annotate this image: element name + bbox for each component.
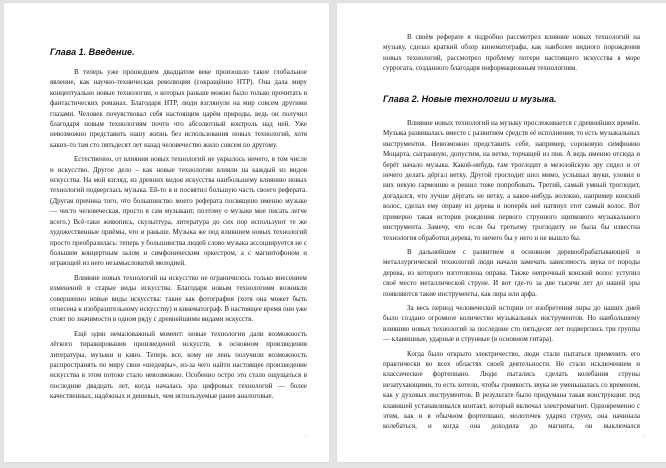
chapter-2-heading: Глава 2. Новые технологии и музыка. — [383, 93, 557, 104]
document-page-2 — [337, 3, 666, 462]
paragraph: Влияние новых технологий на искусство не ограничилось только внесением изменений в старые виды искусства. Благодаря новым технологиям возникли совершенно новые виды искусства: такие как фотография (хотя она может быть отнесена к изобразительному искусству) и кинематограф. В настоящее время они уже стоят по значимости в одном ряду с древнейшими видами искусств. — [50, 273, 307, 324]
paragraph: Влияние новых технологий на музыку прослеживается с древнейших времён. Музыка развивалась вместе с развитием средств её исполнения, то есть музыкальных инструментов. Невозможно представить себе, например, сороковую симфонию Моцарта, сыгранную, допустим, на ветке, торчащей из пня. А ведь именно отсюда и берёт начало музыка. Какой-нибудь там троглодит в мезозойскую эру сидел и от нечего делать дёргал ветку. Другой троглодит шел мимо, услышал звуки, уловил в них некую гармонию и решил тоже попробовать. Третий, самый умный троглодит, догадался, что лучше дёргать не ветку, а какое-нибудь волокно, например конский волос, сделал ему оправу из дерева и поперёк неё натянул этот самый волос. Вот примерно такая история рождения первого струнного щипкового музыкального инструмента. Замечу, что если бы третьему троглодиту не была бы известна технология обработки дерева, то ничего бы у него и не вышло бы. — [383, 119, 640, 242]
paragraph: В теперь уже прошедшем двадцатом веке произошло такое глобальное явление, как научно-техническая революция (сокращённо НТР). Она дала миру концептуально новые технологии, о которых раньше можно было только прочитать в фантастических романах. Благодаря НТР, люди взглянули на мир совсем другими глазами. Человек почувствовал себя настоящим царём природы, ведь он получил благодаря новым технологиям почти что абсолютный контроль над ней. Уже невозможно представить нашу жизнь без использования новых технологий, хотя каких-то там сто пятьдесят лет назад человечество жило совсем по другому. — [50, 68, 307, 149]
paragraph: Естественно, от влияния новых технологий не укрылось ничего, в том числе и искусство. Другое дело – как новые технологии влияли на каждый из видов искусства. На мой взгляд, из древних видов искусства наибольшему влиянию новых технологий подверглась музыка. Ей-то я и посвятил большую часть своего реферата. (Другая причина того, что большинство моего реферата посвящено именно музыке — чисто человеческая, просто я сам музыкант, поэтому о музыке мне писать легче всего.) Всё-таки живопись, скульптура, литература до сих пор используют те же художественные приёмы, что и раньше. Музыка же под влиянием новых технологий просто преобразилась: теперь у большинства людей слово музыка ассоциируется не с большим концертным залом и симфоническим оркестром, а с магнитофоном и играющей из него незамысловатой мелодией. — [50, 155, 307, 268]
paragraph-mark-icon: · — [643, 434, 645, 440]
chapter-1-heading: Глава 1. Введение. — [50, 47, 135, 57]
paragraph: В дальнейшем с развитием в основном деревообрабатывающей и металлургической технологий люди начали замечать зависимость звука от породы дерева, из которого изготовлена оправа. Также непрочный конский волос уступил своё место металлической струне. И вот где-то за две тысячи лет до нашей эры появляются такие инструменты, как лира или арфа. — [383, 247, 640, 298]
paragraph: Когда было открыто электричество, люди стали пытаться применить его практически во всех областях своей деятельности. Не стало исключением и классическое фортепиано. Люди пытались сделать колебания струны незатухающими, то есть хотели, чтобы громкость звука не уменьшалась со временем, как у духовых инструментов. В результате было придумана такая конструкция: под клавишей устанавливался контакт, который включал электромагнит. Одновременно с этим, как и в обычном фортепиано, молоточек ударял струну, она начинала колебаться, и когда она доходила до магнита, он выключался — [383, 349, 640, 431]
paragraph: Ещё один немаловажный момент: новые технологии дали возможность лёгкого тиражирования произведений искусств, в основном произведения литературы, музыки и кино. Теперь все, кому не лень получили возможность распространять по миру свои «шедевры», из-за чего найти настоящее произведение искусства в этом потоке стало невозможно. Особенно остро это стало ощущаться в последние двадцать лет, когда началась эра цифровых технологий — более качественных, надёжных и дешевых, чем используемые ранее аналоговые. — [50, 329, 307, 401]
paragraph: За весь период человеческой истории от изобретения лиры до наших дней было создано огромное количество музыкальных инструментов. Но наибольшему влиянию новых технологий за последние сто пятьдесят лет подверглись три группы — клавишные, ударные и струнные (в основном гитара). — [383, 303, 640, 344]
paragraph: В своём реферате я подробно рассмотрел влияние новых технологий на музыку, сделал краткий обзор кинематографа, как наиболее видного порождения новых технологий, рассмотрел проблему потери настоящего искусства в море суррогата, созданного благодаря информационным технологиям. — [383, 33, 640, 73]
page-2-body — [383, 32, 640, 436]
paragraph-mark-icon: · — [305, 434, 307, 440]
document-page-1 — [4, 3, 329, 462]
page-1-body — [50, 67, 307, 406]
